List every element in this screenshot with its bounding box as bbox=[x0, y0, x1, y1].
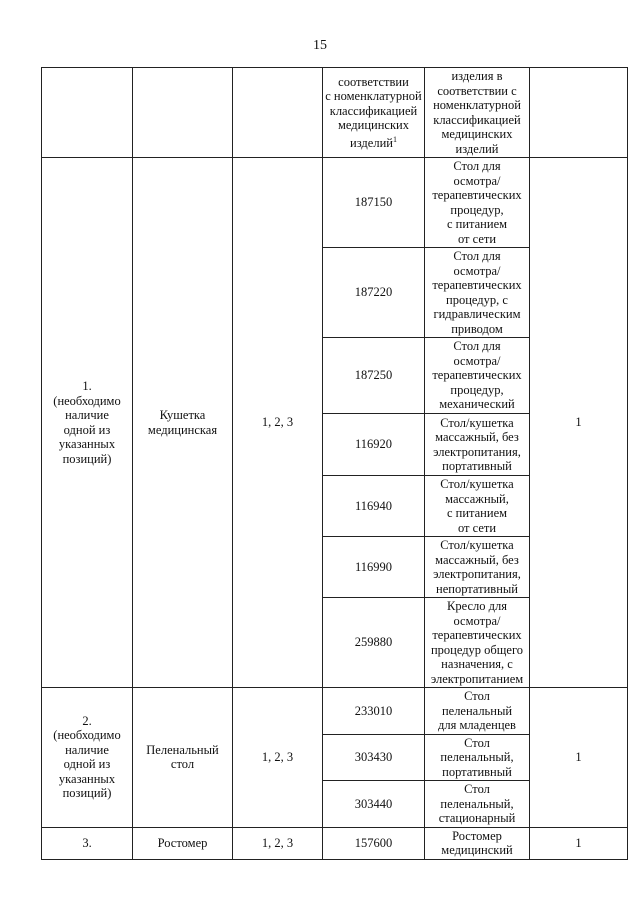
table-row bbox=[42, 688, 628, 735]
equipment-table bbox=[41, 67, 628, 860]
item-name-cell: Стол пеленальный для младенцев bbox=[425, 688, 530, 735]
item-code-cell: 303430 bbox=[323, 734, 425, 781]
table-header-row bbox=[42, 68, 628, 158]
group-qty-cell: 1 bbox=[530, 688, 628, 828]
header-cell-empty bbox=[42, 68, 133, 158]
group-name-cell: Пеленальный стол bbox=[133, 688, 233, 828]
item-code-cell: 259880 bbox=[323, 598, 425, 688]
header-cell-empty bbox=[530, 68, 628, 158]
item-code-cell: 116940 bbox=[323, 476, 425, 537]
header-cell-empty bbox=[233, 68, 323, 158]
item-name-cell: Стол пеленальный, портативный bbox=[425, 734, 530, 781]
group-qty-cell: 1 bbox=[530, 827, 628, 859]
item-name-cell: Кресло для осмотра/ терапевтических процедур общего назначения, с электропитанием bbox=[425, 598, 530, 688]
group-levels-cell: 1, 2, 3 bbox=[233, 827, 323, 859]
group-number-cell: 3. bbox=[42, 827, 133, 859]
item-code-cell: 157600 bbox=[323, 827, 425, 859]
item-code-cell: 187250 bbox=[323, 338, 425, 414]
table-row bbox=[42, 158, 628, 248]
item-code-cell: 303440 bbox=[323, 781, 425, 828]
item-name-cell: Стол для осмотра/ терапевтических процедур, с гидравлическим приводом bbox=[425, 248, 530, 338]
item-name-cell: Стол/кушетка массажный, без электропитания, портативный bbox=[425, 414, 530, 476]
group-name-cell: Кушетка медицинская bbox=[133, 158, 233, 688]
table-row bbox=[42, 827, 628, 859]
group-number-cell: 1. (необходимо наличие одной из указанных позиций) bbox=[42, 158, 133, 688]
group-levels-cell: 1, 2, 3 bbox=[233, 158, 323, 688]
item-code-cell: 233010 bbox=[323, 688, 425, 735]
item-name-cell: Стол для осмотра/ терапевтических процедур, с питанием от сети bbox=[425, 158, 530, 248]
item-name-cell: Стол/кушетка массажный, с питанием от сети bbox=[425, 476, 530, 537]
group-name-cell: Ростомер bbox=[133, 827, 233, 859]
header-name-cell: изделия в соответствии с номенклатурной классификацией медицинских изделий bbox=[425, 68, 530, 158]
item-code-cell: 187150 bbox=[323, 158, 425, 248]
item-name-cell: Стол для осмотра/ терапевтических процедур, механический bbox=[425, 338, 530, 414]
group-qty-cell: 1 bbox=[530, 158, 628, 688]
item-name-cell: Ростомер медицинский bbox=[425, 827, 530, 859]
item-code-cell: 116920 bbox=[323, 414, 425, 476]
page-number: 15 bbox=[313, 38, 327, 53]
item-name-cell: Стол пеленальный, стационарный bbox=[425, 781, 530, 828]
item-code-cell: 187220 bbox=[323, 248, 425, 338]
header-cell-empty bbox=[133, 68, 233, 158]
group-levels-cell: 1, 2, 3 bbox=[233, 688, 323, 828]
item-code-cell: 116990 bbox=[323, 537, 425, 598]
group-number-cell: 2. (необходимо наличие одной из указанных позиций) bbox=[42, 688, 133, 828]
item-name-cell: Стол/кушетка массажный, без электропитания, непортативный bbox=[425, 537, 530, 598]
header-code-cell: соответствии с номенклатурной классификацией медицинских изделий$^1$ bbox=[323, 68, 425, 158]
